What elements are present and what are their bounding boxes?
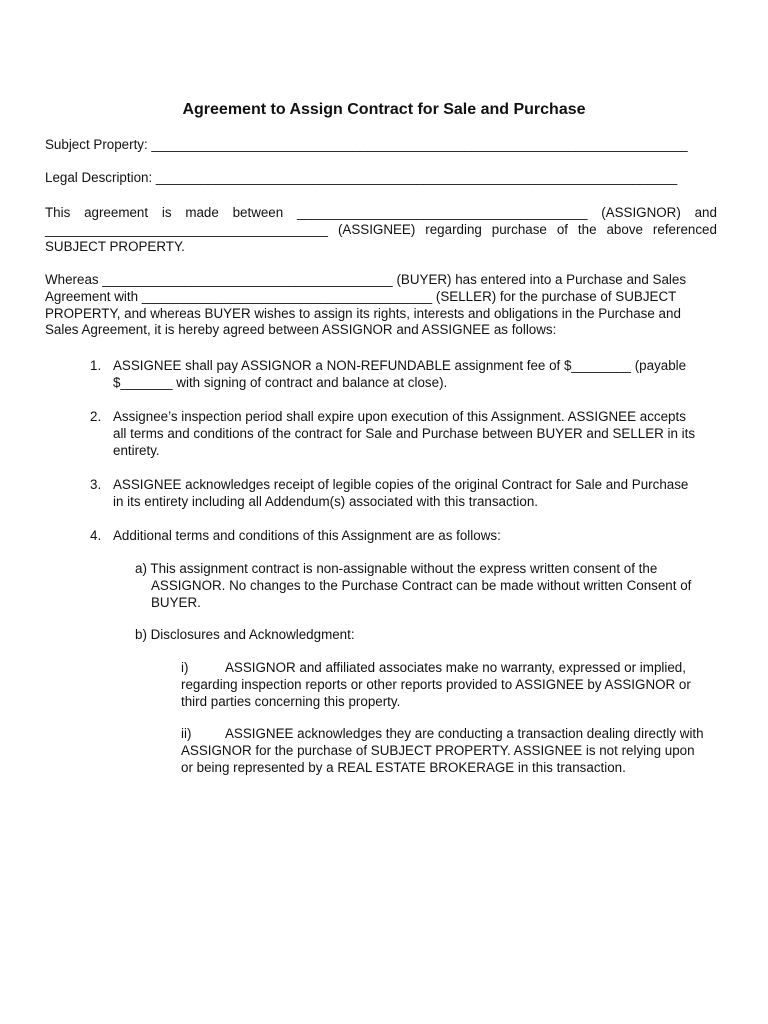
item-line: Assignee’s inspection period shall expire upon execution of this Assignment. ASSIGNEE accepts bbox=[113, 409, 686, 424]
roman-label: i) bbox=[181, 660, 189, 675]
roman-item-ii bbox=[181, 726, 721, 776]
word: made bbox=[185, 205, 219, 220]
item-number: 1. bbox=[90, 358, 102, 373]
word: of bbox=[556, 222, 568, 237]
word: is bbox=[161, 205, 172, 220]
sub-item-line: b) Disclosures and Acknowledgment: bbox=[135, 627, 355, 642]
item-text bbox=[113, 528, 720, 545]
legal-description-line: Legal Description: ______________________________________________________________________ bbox=[45, 170, 678, 185]
sub-item-line: ASSIGNOR. No changes to the Purchase Contract can be made without written Consent of bbox=[151, 577, 692, 593]
paragraph-line: Sales Agreement, it is hereby agreed between ASSIGNOR and ASSIGNEE as follows: bbox=[45, 322, 557, 338]
paragraph-line: Whereas _______________________________________ (BUYER) has entered into a Purchase and Sales bbox=[45, 272, 687, 287]
item-number: 3. bbox=[90, 477, 102, 492]
word: agreement bbox=[84, 205, 149, 220]
agreement-line-3: SUBJECT PROPERTY. bbox=[45, 239, 185, 254]
sub-item-line: a) This assignment contract is non-assignable without the express written consent of the bbox=[135, 561, 658, 576]
item-text bbox=[113, 477, 720, 511]
roman-line: ASSIGNEE acknowledges they are conducting a transaction dealing directly with bbox=[225, 726, 704, 741]
item-text bbox=[113, 409, 720, 459]
word: referenced bbox=[652, 222, 717, 237]
roman-line: ASSIGNOR and affiliated associates make no warranty, expressed or implied, bbox=[225, 660, 686, 675]
roman-line: third parties concerning this property. bbox=[181, 693, 401, 709]
paragraph-line: Agreement with _______________________________________ (SELLER) for the purchase of SUBJECT bbox=[45, 288, 677, 304]
word: This bbox=[45, 205, 71, 220]
item-line: $_______ with signing of contract and balance at close). bbox=[113, 374, 448, 390]
agreement-line-1 bbox=[45, 205, 717, 222]
roman-label: ii) bbox=[181, 726, 192, 741]
sub-item-a bbox=[135, 561, 715, 611]
word: and bbox=[694, 205, 717, 220]
word: the bbox=[577, 222, 597, 237]
item-line: ASSIGNEE acknowledges receipt of legible copies of the original Contract for Sale and Purchase bbox=[113, 477, 689, 492]
word: (ASSIGNEE) bbox=[337, 222, 416, 237]
item-line: all terms and conditions of the contract for Sale and Purchase between BUYER and SELLER in its bbox=[113, 425, 696, 441]
word: between bbox=[232, 205, 284, 220]
item-line: in its entirety including all Addendum(s) associated with this transaction. bbox=[113, 493, 538, 509]
roman-line: regarding inspection reports or other reports provided to ASSIGNEE by ASSIGNOR or bbox=[181, 676, 691, 692]
sub-item-line: BUYER. bbox=[151, 594, 201, 610]
item-line: ASSIGNEE shall pay ASSIGNOR a NON-REFUNDABLE assignment fee of $________ (payable bbox=[113, 358, 687, 373]
roman-first-line bbox=[181, 660, 721, 677]
assignee-blank: ______________________________________ bbox=[45, 222, 328, 237]
item-text bbox=[113, 358, 720, 392]
word: regarding bbox=[425, 222, 482, 237]
item-number: 4. bbox=[90, 528, 102, 543]
item-number: 2. bbox=[90, 409, 102, 424]
subject-property-line: Subject Property: ________________________________________________________________________ bbox=[45, 137, 688, 152]
word: (ASSIGNOR) bbox=[601, 205, 681, 220]
sub-item-b bbox=[135, 627, 715, 644]
agreement-line-2 bbox=[45, 222, 717, 239]
document-title: Agreement to Assign Contract for Sale and Purchase bbox=[182, 101, 586, 118]
roman-item-i bbox=[181, 660, 721, 710]
roman-first-line bbox=[181, 726, 721, 743]
item-line: entirety. bbox=[113, 442, 160, 458]
roman-line: ASSIGNOR for the purchase of SUBJECT PROPERTY. ASSIGNEE is not relying upon bbox=[181, 742, 695, 758]
item-line: Additional terms and conditions of this Assignment are as follows: bbox=[113, 528, 501, 543]
whereas-paragraph bbox=[45, 272, 705, 339]
roman-line: or being represented by a REAL ESTATE BROKERAGE in this transaction. bbox=[181, 759, 626, 775]
word: purchase bbox=[491, 222, 547, 237]
word: above bbox=[606, 222, 643, 237]
assignor-blank: _______________________________________ bbox=[296, 205, 588, 220]
paragraph-line: PROPERTY, and whereas BUYER wishes to assign its rights, interests and obligations in the Purchase and bbox=[45, 305, 681, 321]
